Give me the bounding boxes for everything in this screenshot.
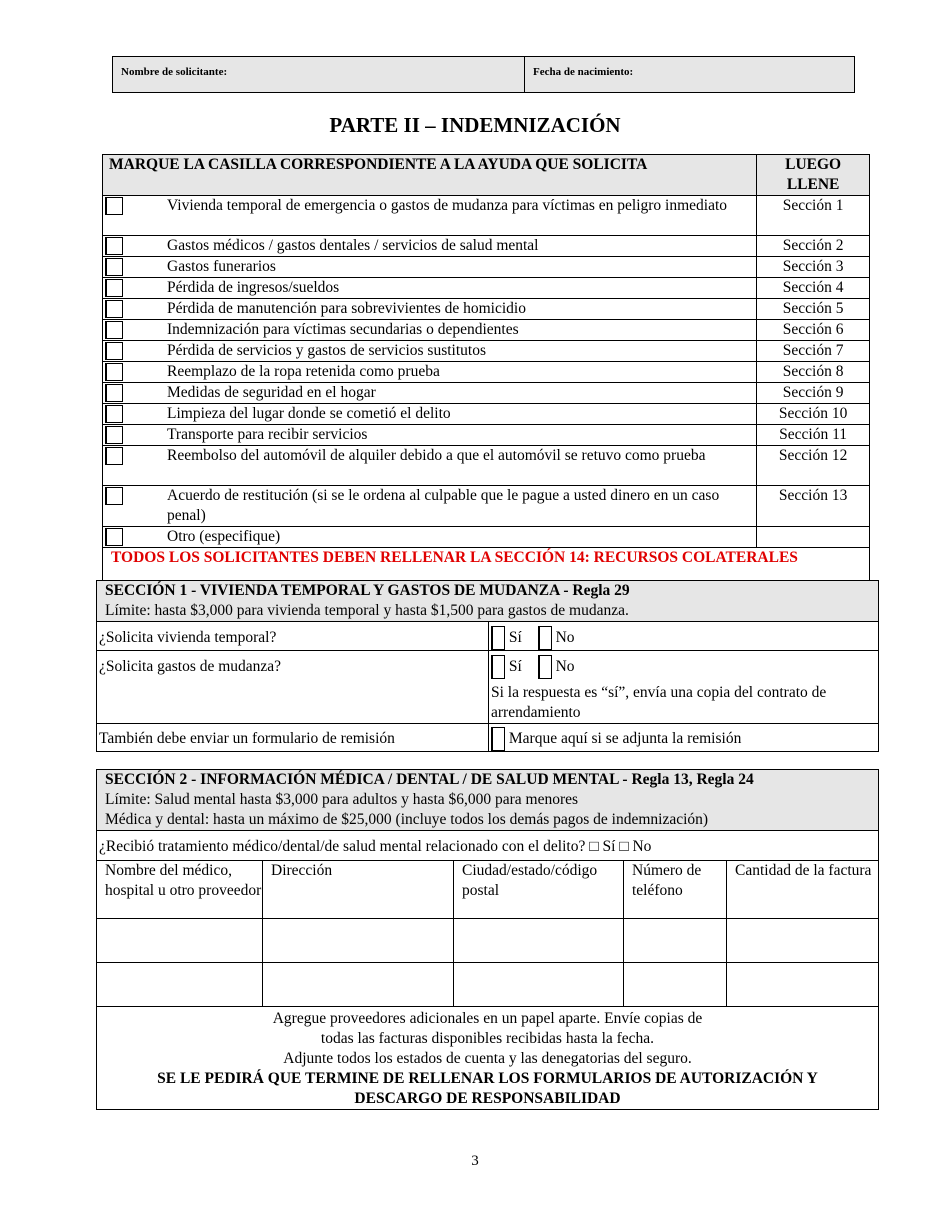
checkbox[interactable] [105, 384, 123, 402]
row-label: Indemnización para víctimas secundarias o dependientes [167, 320, 757, 341]
checkbox[interactable] [105, 300, 123, 318]
address-cell[interactable] [263, 963, 454, 1007]
amount-cell[interactable] [727, 919, 879, 963]
section2-limit-1: Límite: Salud mental hasta $3,000 para adultos y hasta $6,000 para menores [105, 791, 579, 808]
part2-col2-header: LUEGO LLENE [757, 155, 870, 196]
section1-limit: Límite: hasta $3,000 para vivienda temporal y hasta $1,500 para gastos de mudanza. [105, 602, 629, 619]
row-label: Gastos funerarios [167, 257, 757, 278]
part2-row [103, 236, 870, 257]
applicant-name-field[interactable] [113, 57, 525, 92]
row-label: Pérdida de servicios y gastos de servicios sustitutos [167, 341, 757, 362]
q1-label: ¿Solicita vivienda temporal? [97, 622, 489, 651]
checkbox[interactable] [105, 258, 123, 276]
yes-label: Sí [508, 629, 522, 646]
row-section: Sección 3 [757, 257, 870, 278]
section1-header [97, 581, 879, 622]
col-city-state-zip: Ciudad/estado/código postal [454, 861, 624, 919]
q1-yes-checkbox[interactable] [491, 626, 505, 650]
row-label: Medidas de seguridad en el hogar [167, 383, 757, 404]
section2-notes [97, 1007, 879, 1110]
row-label: Gastos médicos / gastos dentales / servicios de salud mental [167, 236, 757, 257]
part2-col1-header: MARQUE LA CASILLA CORRESPONDIENTE A LA AYUDA QUE SOLICITA [103, 155, 757, 196]
dob-field[interactable] [525, 57, 641, 92]
row-section: Sección 1 [757, 196, 870, 236]
col-address: Dirección [263, 861, 454, 919]
q2-label: ¿Solicita gastos de mudanza? [97, 651, 489, 724]
part2-row [103, 486, 870, 527]
section2-header [97, 770, 879, 831]
collateral-resources-notice: TODOS LOS SOLICITANTES DEBEN RELLENAR LA SECCIÓN 14: RECURSOS COLATERALES [103, 548, 870, 588]
row-section: Sección 8 [757, 362, 870, 383]
part2-row [103, 257, 870, 278]
row-section [757, 527, 870, 548]
row-section: Sección 10 [757, 404, 870, 425]
part2-row [103, 320, 870, 341]
part2-row [103, 425, 870, 446]
row-label: Otro (especifique) [167, 527, 757, 548]
row-section: Sección 9 [757, 383, 870, 404]
checkbox[interactable] [105, 321, 123, 339]
part2-row [103, 341, 870, 362]
yes-label: Sí [508, 658, 522, 675]
row-section: Sección 6 [757, 320, 870, 341]
page-title: PARTE II – INDEMNIZACIÓN [329, 113, 621, 137]
col-phone: Número de teléfono [624, 861, 727, 919]
row-section: Sección 2 [757, 236, 870, 257]
amount-cell[interactable] [727, 963, 879, 1007]
part2-row [103, 196, 870, 236]
part2-row [103, 299, 870, 320]
row-label: Pérdida de ingresos/sueldos [167, 278, 757, 299]
note-4: SE LE PEDIRÁ QUE TERMINE DE RELLENAR LOS FORMULARIOS DE AUTORIZACIÓN Y DESCARGO DE RESPONSABILIDAD [157, 1070, 818, 1107]
referral-check-label: Marque aquí si se adjunta la remisión [508, 730, 742, 747]
applicant-header-box [112, 56, 855, 93]
row-label: Limpieza del lugar donde se cometió el delito [167, 404, 757, 425]
checkbox[interactable] [105, 197, 123, 215]
provider-name-cell[interactable] [97, 919, 263, 963]
q3-label: También debe enviar un formulario de remisión [97, 724, 489, 752]
section2-title: SECCIÓN 2 - INFORMACIÓN MÉDICA / DENTAL / DE SALUD MENTAL - Regla 13, Regla 24 [105, 771, 754, 788]
section2-limit-2: Médica y dental: hasta un máximo de $25,000 (incluye todos los demás pagos de indemnización) [105, 811, 709, 828]
phone-cell[interactable] [624, 919, 727, 963]
treatment-question: ¿Recibió tratamiento médico/dental/de salud mental relacionado con el delito? □ Sí □ No [97, 831, 879, 861]
checkbox[interactable] [105, 237, 123, 255]
part2-row [103, 383, 870, 404]
no-label: No [555, 658, 575, 675]
row-section: Sección 4 [757, 278, 870, 299]
checkbox[interactable] [105, 528, 123, 546]
checkbox[interactable] [105, 342, 123, 360]
city-cell[interactable] [454, 963, 624, 1007]
dob-label: Fecha de nacimiento: [533, 66, 634, 78]
part2-row [103, 527, 870, 548]
q2-no-checkbox[interactable] [538, 655, 552, 679]
col-provider-name: Nombre del médico, hospital u otro proveedor [97, 861, 263, 919]
row-section: Sección 12 [757, 446, 870, 486]
page-number: 3 [471, 1153, 479, 1169]
phone-cell[interactable] [624, 963, 727, 1007]
checkbox[interactable] [105, 363, 123, 381]
row-label: Vivienda temporal de emergencia o gastos de mudanza para víctimas en peligro inmediato [167, 196, 757, 236]
row-label: Acuerdo de restitución (si se le ordena al culpable que le pague a usted dinero en un caso penal) [167, 486, 757, 527]
section1-table [96, 580, 879, 752]
part2-row [103, 278, 870, 299]
table-row [97, 963, 879, 1007]
row-section: Sección 11 [757, 425, 870, 446]
part2-row [103, 362, 870, 383]
checkbox[interactable] [105, 405, 123, 423]
part2-row [103, 446, 870, 486]
checkbox[interactable] [105, 426, 123, 444]
q2-note: Si la respuesta es “sí”, envía una copia del contrato de arrendamiento [491, 684, 827, 721]
note-2: todas las facturas disponibles recibidas hasta la fecha. [320, 1030, 655, 1047]
section2-table [96, 769, 879, 1110]
row-section: Sección 7 [757, 341, 870, 362]
no-label: No [555, 629, 575, 646]
note-1: Agregue proveedores adicionales en un papel aparte. Envíe copias de [272, 1010, 703, 1027]
checkbox[interactable] [105, 279, 123, 297]
q2-yes-checkbox[interactable] [491, 655, 505, 679]
checkbox[interactable] [105, 447, 123, 465]
part2-table [102, 154, 870, 588]
table-row [97, 919, 879, 963]
part2-row [103, 404, 870, 425]
col-bill-amount: Cantidad de la factura [727, 861, 879, 919]
q1-no-checkbox[interactable] [538, 626, 552, 650]
referral-checkbox[interactable] [491, 727, 505, 751]
row-section: Sección 13 [757, 486, 870, 527]
row-label: Pérdida de manutención para sobrevivientes de homicidio [167, 299, 757, 320]
city-cell[interactable] [454, 919, 624, 963]
checkbox[interactable] [105, 487, 123, 505]
applicant-name-label: Nombre de solicitante: [121, 66, 228, 78]
note-3: Adjunte todos los estados de cuenta y las denegatorias del seguro. [283, 1050, 692, 1067]
row-section: Sección 5 [757, 299, 870, 320]
row-label: Reemplazo de la ropa retenida como prueba [167, 362, 757, 383]
row-label: Transporte para recibir servicios [167, 425, 757, 446]
address-cell[interactable] [263, 919, 454, 963]
section1-title: SECCIÓN 1 - VIVIENDA TEMPORAL Y GASTOS DE MUDANZA - Regla 29 [105, 582, 630, 599]
row-label: Reembolso del automóvil de alquiler debido a que el automóvil se retuvo como prueba [167, 446, 757, 486]
provider-name-cell[interactable] [97, 963, 263, 1007]
